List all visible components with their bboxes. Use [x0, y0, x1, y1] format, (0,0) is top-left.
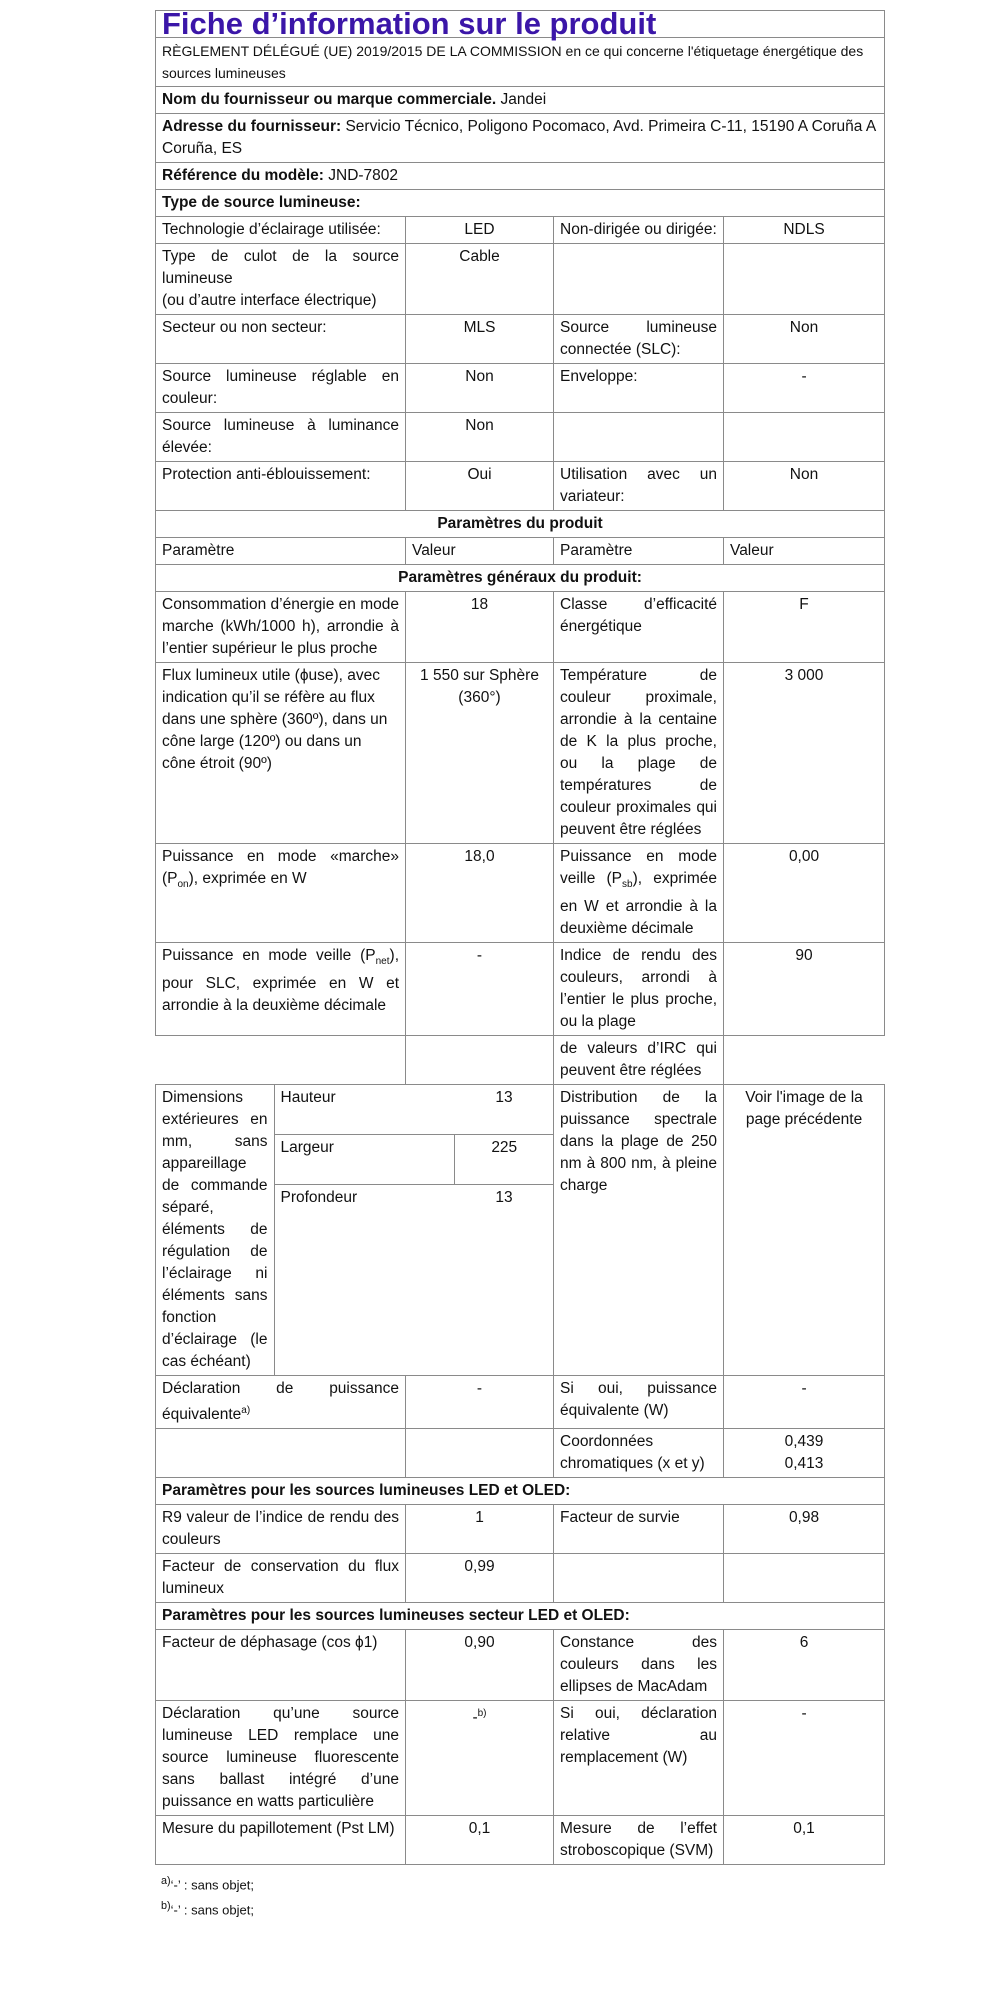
supplier-name-row: [156, 87, 885, 114]
anti-glare-value: Oui: [406, 462, 554, 511]
flicker-label: Mesure du papillotement (Pst LM): [156, 1816, 406, 1865]
networked-standby-text-end: ), pour SLC, exprimée en W et arrondie à la deuxième décimale: [162, 947, 399, 1015]
footnote-a-ref: a): [241, 1405, 251, 1417]
flux-maintenance-label: Facteur de conservation du flux lumineux: [156, 1554, 406, 1603]
table-row: [156, 1816, 885, 1865]
table-row: [156, 1376, 885, 1429]
equivalent-power-value: -: [406, 1376, 554, 1429]
fluorescent-replacement-value: [406, 1701, 554, 1816]
dimmer-label: Utilisation avec un variateur:: [554, 462, 724, 511]
color-consistency-value: 6: [724, 1630, 885, 1701]
model-reference-value: JND-7802: [328, 167, 399, 184]
high-luminance-label: Source lumineuse à luminance élevée:: [156, 413, 406, 462]
equivalent-power-text: Déclaration de puissance équivalente: [162, 1380, 399, 1424]
height-value: 13: [495, 1089, 513, 1107]
table-row: [156, 462, 885, 511]
table-row: [156, 1505, 885, 1554]
r9-value: 1: [406, 1505, 554, 1554]
supplier-name-label: Nom du fournisseur ou marque commerciale.: [162, 91, 497, 108]
table-row: [156, 592, 885, 663]
chromaticity-x: 0,439: [784, 1433, 824, 1451]
directional-value: NDLS: [724, 217, 885, 244]
empty-cell: [724, 244, 885, 315]
flicker-value: 0,1: [406, 1816, 554, 1865]
energy-consumption-value: 18: [406, 592, 554, 663]
product-params-heading: Paramètres du produit: [156, 511, 885, 538]
replacement-watt-value: -: [724, 1701, 885, 1816]
mains-label: Secteur ou non secteur:: [156, 315, 406, 364]
survival-factor-label: Facteur de survie: [554, 1505, 724, 1554]
networked-standby-text: Puissance en mode veille (P: [162, 947, 376, 965]
standby-power-value: 0,00: [724, 844, 885, 943]
empty-cell: [724, 1036, 885, 1085]
useful-flux-label: Flux lumineux utile (ϕuse), avec indication qu’il se réfère au flux dans une sphère (360º), dans un cône large (120º) ou dans un cône étroit (90º): [156, 663, 406, 844]
column-header-param: Paramètre: [554, 538, 724, 565]
table-row: [156, 1429, 885, 1478]
footnote-b-text: ‘-’ : sans objet;: [170, 1901, 254, 1917]
footnote-a-mark: a): [161, 1875, 171, 1888]
connected-source-label: Source lumineuse connectée (SLC):: [554, 315, 724, 364]
regulation-text: RÈGLEMENT DÉLÉGUÉ (UE) 2019/2015 DE LA COMMISSION en ce qui concerne l'étiquetage énergétique des sources lumineuses: [156, 38, 885, 87]
dimmer-value: Non: [724, 462, 885, 511]
directional-label: Non-dirigée ou dirigée:: [554, 217, 724, 244]
replacement-watt-label: Si oui, déclaration relative au remplacement (W): [554, 1701, 724, 1816]
envelope-label: Enveloppe:: [554, 364, 724, 413]
on-mode-power-sub: on: [177, 879, 189, 891]
supplier-address-label: Adresse du fournisseur:: [162, 118, 342, 135]
column-header-value: Valeur: [724, 538, 885, 565]
table-row: [156, 217, 885, 244]
color-tunable-value: Non: [406, 364, 554, 413]
width-value: 225: [454, 1134, 554, 1184]
mains-led-oled-heading: Paramètres pour les sources lumineuses secteur LED et OLED:: [156, 1603, 885, 1630]
networked-standby-value: -: [406, 943, 554, 1036]
equivalent-watt-label: Si oui, puissance équivalente (W): [554, 1376, 724, 1429]
table-row: [156, 844, 885, 943]
table-row: [156, 1630, 885, 1701]
standby-power-sub: sb: [622, 879, 633, 891]
general-params-heading: Paramètres généraux du produit:: [156, 565, 885, 592]
lighting-technology-label: Technologie d’éclairage utilisée:: [156, 217, 406, 244]
column-header-param: Paramètre: [156, 538, 406, 565]
page-title: Fiche d’information sur le produit: [156, 11, 885, 38]
column-header-row: [156, 538, 885, 565]
survival-factor-value: 0,98: [724, 1505, 885, 1554]
spectral-distribution-value: Voir l'image de la page précédente: [724, 1085, 885, 1376]
equivalent-power-label: [156, 1376, 406, 1429]
cap-type-label-line2: (ou d’autre interface électrique): [162, 292, 377, 309]
empty-cell: [554, 413, 724, 462]
dimensions-label: Dimensions extérieures en mm, sans appareillage de commande séparé, éléments de régulation de l’éclairage ni éléments sans fonction d’éclairage (le cas échéant): [156, 1085, 274, 1375]
table-row: [156, 413, 885, 462]
product-sheet: [155, 6, 884, 1920]
useful-flux-value: 1 550 sur Sphère (360°): [406, 663, 554, 844]
footnote-a: [161, 1871, 884, 1895]
table-row: [156, 364, 885, 413]
depth-label: Profondeur: [280, 1189, 358, 1207]
width-label: Largeur: [274, 1134, 454, 1184]
fluorescent-replacement-label: Déclaration qu’une source lumineuse LED remplace une source lumineuse fluorescente sans ballast intégré d’une puissance en watts particulière: [156, 1701, 406, 1816]
empty-cell: [554, 1554, 724, 1603]
connected-source-value: Non: [724, 315, 885, 364]
lighting-technology-value: LED: [406, 217, 554, 244]
on-mode-power-text-end: ), exprimée en W: [188, 870, 307, 887]
high-luminance-value: Non: [406, 413, 554, 462]
table-row: [156, 315, 885, 364]
fluorescent-replacement-dash: -: [472, 1709, 478, 1727]
standby-power-text-end: ), exprimée en W et arrondie à la deuxième décimale: [560, 870, 717, 938]
footnote-b-mark: b): [161, 1899, 171, 1912]
cap-type-value: Cable: [406, 244, 554, 315]
cri-label-continued: de valeurs d’IRC qui peuvent être réglées: [554, 1036, 724, 1085]
empty-cell: [406, 1036, 554, 1085]
table-row: [156, 1701, 885, 1816]
supplier-address-row: [156, 114, 885, 163]
empty-cell: [554, 244, 724, 315]
cap-type-label-line1: Type de culot de la source lumineuse: [162, 248, 399, 287]
table-row: [156, 1554, 885, 1603]
color-consistency-label: Constance des couleurs dans les ellipses de MacAdam: [554, 1630, 724, 1701]
height-label: Hauteur: [280, 1089, 336, 1107]
empty-cell: [406, 1429, 554, 1478]
standby-power-label: [554, 844, 724, 943]
equivalent-watt-value: -: [724, 1376, 885, 1429]
supplier-name-value: Jandei: [500, 91, 547, 108]
spectral-distribution-label: Distribution de la puissance spectrale dans la plage de 250 nm à 800 nm, à pleine charge: [554, 1085, 724, 1376]
footnotes: [155, 1871, 884, 1920]
empty-cell: [156, 1429, 406, 1478]
footnote-b-ref: b): [477, 1708, 487, 1720]
efficiency-class-label: Classe d’efficacité énergétique: [554, 592, 724, 663]
flux-maintenance-value: 0,99: [406, 1554, 554, 1603]
depth-value: 13: [495, 1189, 513, 1207]
standby-power-text: Puissance en mode veille (P: [560, 848, 717, 887]
displacement-factor-value: 0,90: [406, 1630, 554, 1701]
on-mode-power-text: Puissance en mode «marche» (P: [162, 848, 399, 887]
cri-label: Indice de rendu des couleurs, arrondi à l’entier le plus proche, ou la plage: [554, 943, 724, 1036]
table-row: [156, 244, 885, 315]
empty-cell: [156, 1036, 406, 1085]
networked-standby-label: [156, 943, 406, 1036]
led-oled-heading: Paramètres pour les sources lumineuses LED et OLED:: [156, 1478, 885, 1505]
efficiency-class-value: F: [724, 592, 885, 663]
mains-value: MLS: [406, 315, 554, 364]
footnote-b: [161, 1896, 884, 1920]
networked-standby-sub: net: [375, 956, 390, 968]
color-tunable-label: Source lumineuse réglable en couleur:: [156, 364, 406, 413]
empty-cell: [724, 1554, 885, 1603]
anti-glare-label: Protection anti-éblouissement:: [156, 462, 406, 511]
sheet-table: [155, 6, 885, 1865]
footnote-a-text: ‘-’ : sans objet;: [170, 1877, 254, 1893]
stroboscopic-label: Mesure de l’effet stroboscopique (SVM): [554, 1816, 724, 1865]
cap-type-label: [156, 244, 406, 315]
cri-value: 90: [724, 943, 885, 1036]
supplier-address-value: Servicio Técnico, Poligono Pocomaco, Avd. Primeira C-11, 15190 A Coruña A Coruña, ES: [162, 118, 876, 157]
dimensions-cell: [156, 1085, 554, 1376]
chromaticity-value: [724, 1429, 885, 1478]
page-break-row: [156, 1036, 885, 1085]
envelope-value: -: [724, 364, 885, 413]
displacement-factor-label: Facteur de déphasage (cos ϕ1): [156, 1630, 406, 1701]
dimensions-row: [156, 1085, 885, 1376]
stroboscopic-value: 0,1: [724, 1816, 885, 1865]
column-header-value: Valeur: [406, 538, 554, 565]
table-row: [156, 663, 885, 844]
energy-consumption-label: Consommation d’énergie en mode marche (kWh/1000 h), arrondie à l’entier supérieur le plus proche: [156, 592, 406, 663]
r9-label: R9 valeur de l’indice de rendu des couleurs: [156, 1505, 406, 1554]
model-reference-label: Référence du modèle:: [162, 167, 324, 184]
table-row: [156, 943, 885, 1036]
on-mode-power-label: [156, 844, 406, 943]
chromaticity-label: Coordonnées chromatiques (x et y): [554, 1429, 724, 1478]
model-reference-row: [156, 163, 885, 190]
color-temperature-label: Température de couleur proximale, arrondie à la centaine de K la plus proche, ou la plage de températures de couleur proximales qui peuvent être réglées: [554, 663, 724, 844]
empty-cell: [724, 413, 885, 462]
chromaticity-y: 0,413: [784, 1455, 824, 1473]
source-type-heading: Type de source lumineuse:: [156, 190, 885, 217]
color-temperature-value: 3 000: [724, 663, 885, 844]
on-mode-power-value: 18,0: [406, 844, 554, 943]
